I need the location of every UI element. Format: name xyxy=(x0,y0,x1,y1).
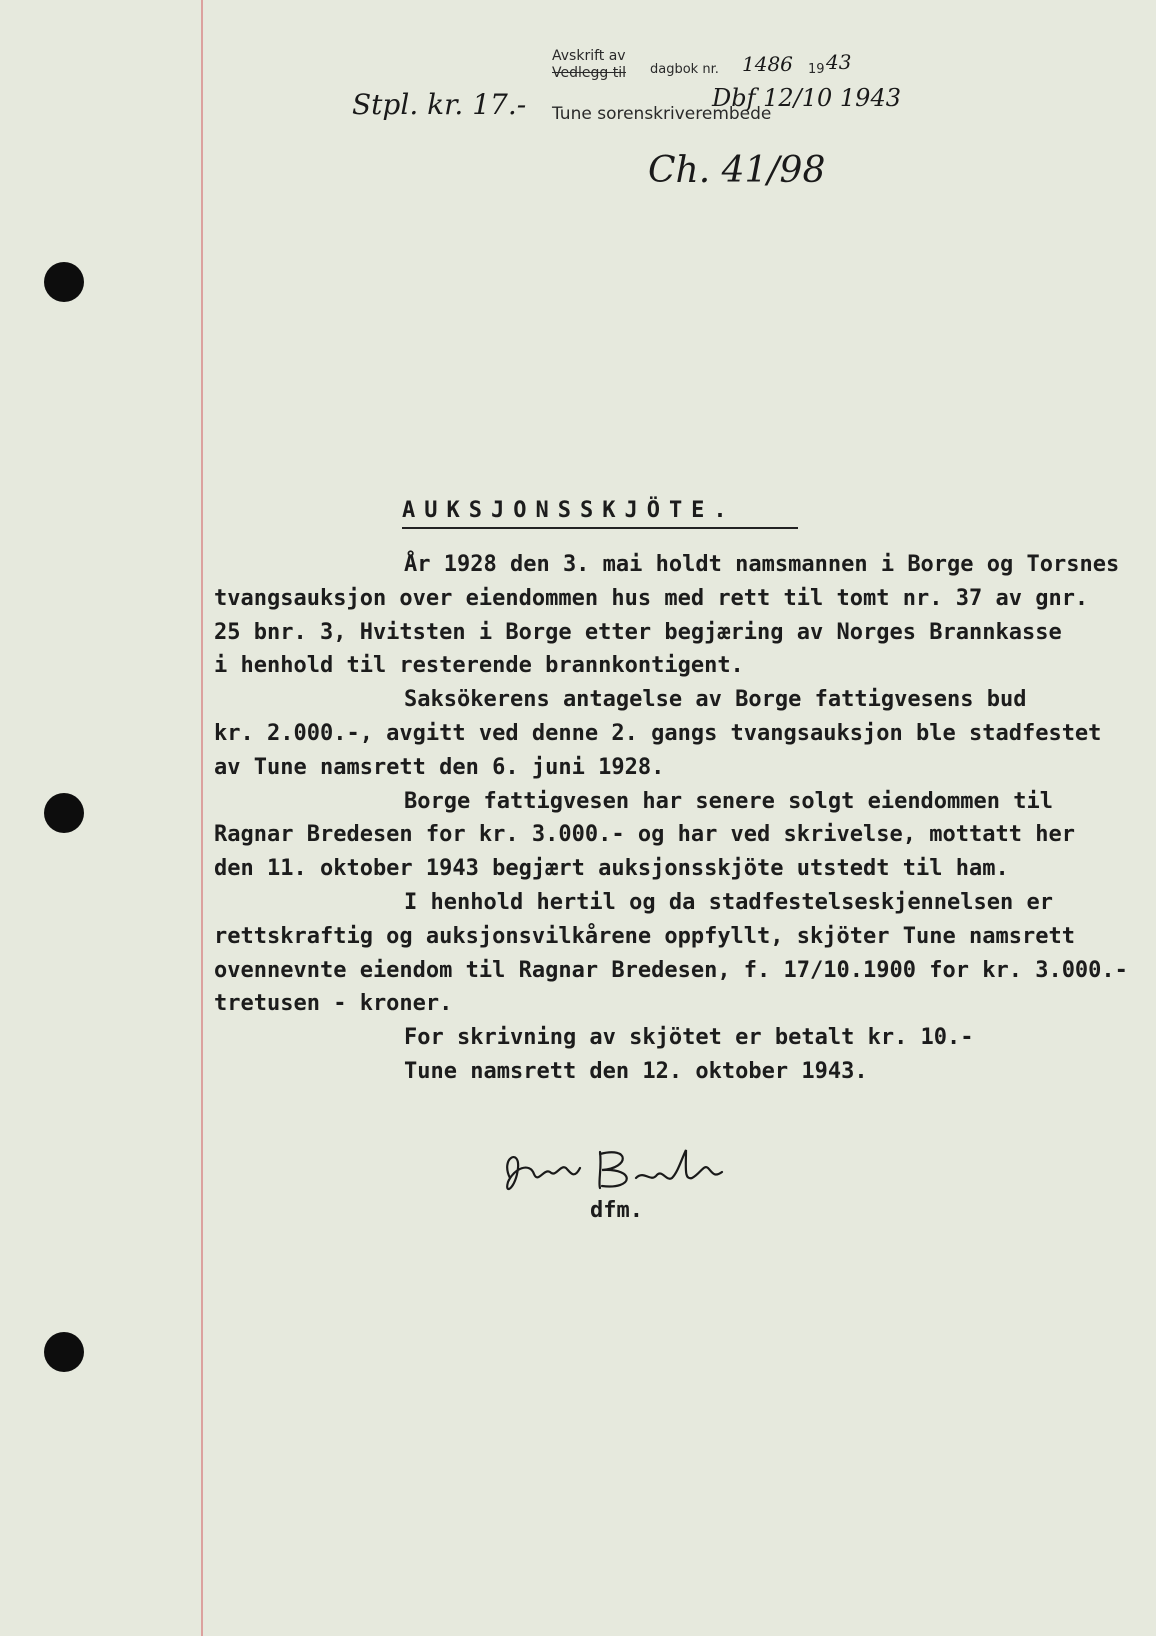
body-line: År 1928 den 3. mai holdt namsmannen i Borge og Torsnes xyxy=(404,552,1120,577)
body-line: kr. 2.000.-, avgitt ved denne 2. gangs tvangsauksjon ble stadfestet xyxy=(214,720,1102,746)
stamp-vedlegg: Vedlegg til xyxy=(552,65,626,81)
handwritten-stamp-fee: Stpl. kr. 17.- xyxy=(352,88,527,121)
body-line: Ragnar Bredesen for kr. 3.000.- og har ved skrivelse, mottatt her xyxy=(214,822,1075,848)
handwritten-date: Dbf 12/10 1943 xyxy=(712,84,901,112)
document-title: AUKSJONSSKJÖTE. xyxy=(402,498,736,523)
stamp-year-label: 19 xyxy=(808,62,825,77)
body-line: Saksökerens antagelse av Borge fattigvesens bud xyxy=(404,687,1027,713)
body-line: i henhold til resterende brannkontigent. xyxy=(214,653,744,679)
punch-hole xyxy=(44,1332,84,1372)
body-line: Tune namsrett den 12. oktober 1943. xyxy=(404,1058,868,1084)
document-body xyxy=(214,548,1154,1089)
body-line: Borge fattigvesen har senere solgt eiendommen til xyxy=(404,788,1054,814)
body-line: av Tune namsrett den 6. juni 1928. xyxy=(214,754,665,780)
signature xyxy=(490,1138,770,1198)
stamp-dagbok-label: dagbok nr. xyxy=(650,62,719,77)
punch-hole xyxy=(44,793,84,833)
body-line: 25 bnr. 3, Hvitsten i Borge etter begjæring av Norges Brannkasse xyxy=(214,619,1062,645)
signatory-title: dfm. xyxy=(590,1198,643,1223)
body-line: rettskraftig og auksjonsvilkårene oppfyllt, skjöter Tune namsrett xyxy=(214,923,1075,949)
body-line: For skrivning av skjötet er betalt kr. 10.- xyxy=(404,1025,974,1051)
margin-line xyxy=(201,0,203,1636)
stamp-avskrift: Avskrift av xyxy=(552,48,626,64)
stamp-office: Tune sorenskriverembede xyxy=(552,104,772,124)
punch-hole xyxy=(44,262,84,302)
dagbok-number: 1486 xyxy=(742,52,793,76)
handwritten-reference: Ch. 41/98 xyxy=(648,150,826,191)
body-line: den 11. oktober 1943 begjært auksjonsskjöte utstedt til ham. xyxy=(214,856,1009,882)
body-line: ovennevnte eiendom til Ragnar Bredesen, f. 17/10.1900 for kr. 3.000.- xyxy=(214,957,1128,983)
body-line: I henhold hertil og da stadfestelseskjennelsen er xyxy=(404,889,1054,915)
year-value: 43 xyxy=(826,50,852,74)
body-line: tvangsauksjon over eiendommen hus med rett til tomt nr. 37 av gnr. xyxy=(214,585,1089,611)
title-underline xyxy=(402,527,798,529)
body-line: tretusen - kroner. xyxy=(214,991,453,1017)
